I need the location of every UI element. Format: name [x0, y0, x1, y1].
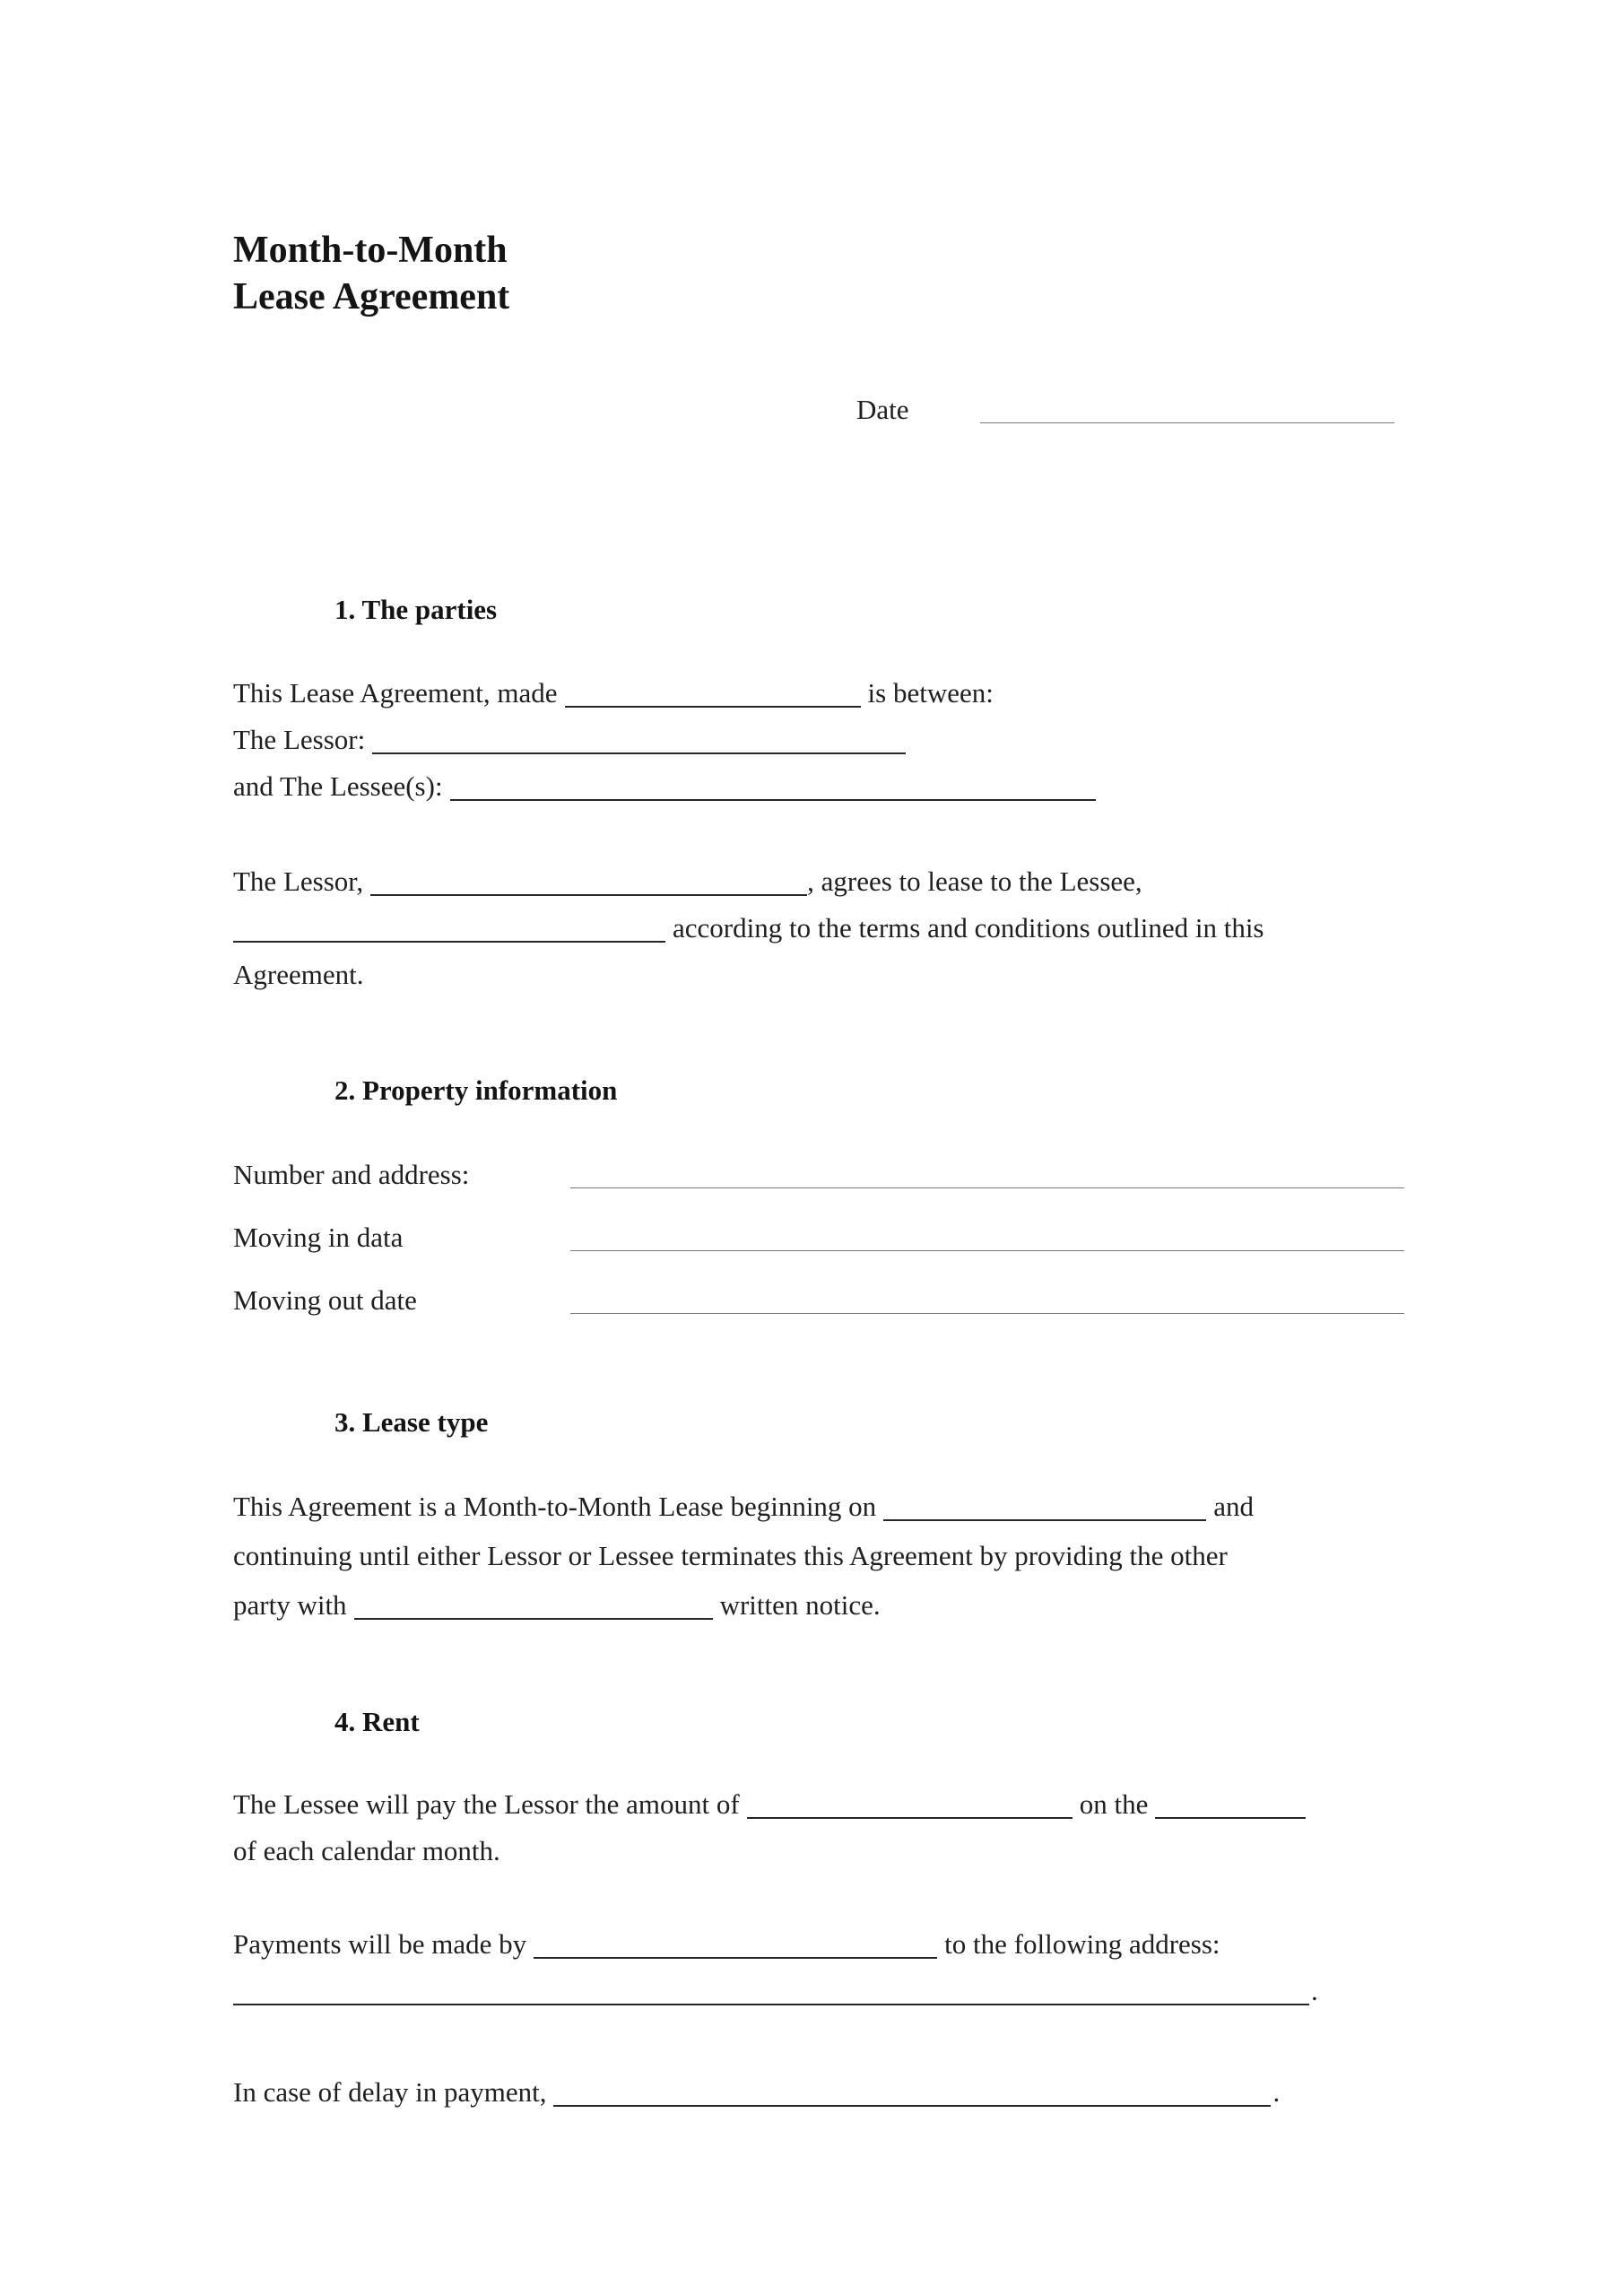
lease-text-3: according to the terms and conditions outlined in this [673, 912, 1264, 944]
moving-in-blank-field[interactable] [570, 1214, 1404, 1251]
lease-text-4: Agreement. [233, 959, 364, 990]
lease-type-line-2 [233, 1531, 1404, 1580]
title-line-2: Lease Agreement [233, 276, 510, 317]
lease-text-2: , agrees to lease to the Lessee, [807, 865, 1142, 897]
rent-amount-blank-field[interactable] [747, 1792, 1073, 1819]
property-address-blank-field[interactable] [570, 1152, 1404, 1188]
property-block [233, 1152, 1404, 1324]
rent-payment-paragraph [233, 1921, 1404, 2014]
notice-period-blank-field[interactable] [354, 1593, 713, 1620]
rent-text-7: In case of delay in payment, [233, 2076, 547, 2108]
property-row-moving-out [233, 1277, 1404, 1324]
date-blank-field[interactable] [980, 387, 1394, 423]
parties-block [233, 670, 1404, 810]
rent-payment-line-2 [233, 1968, 1404, 2014]
rent-text-2: on the [1079, 1788, 1149, 1820]
rent-day-blank-field[interactable] [1155, 1792, 1306, 1819]
lessee-name-blank-field[interactable] [450, 774, 1096, 801]
rent-delay-line [233, 2069, 1404, 2116]
rent-payment-line-1 [233, 1921, 1404, 1968]
made-line [233, 670, 1404, 717]
property-address-label: Number and address: [233, 1159, 470, 1190]
lease-type-text-3: continuing until either Lessor or Lessee terminates this Agreement by providing the other [233, 1540, 1228, 1571]
delay-terms-blank-field[interactable] [553, 2080, 1271, 2107]
moving-out-label: Moving out date [233, 1284, 417, 1316]
lessor-name-blank-field[interactable] [372, 727, 906, 754]
property-row-moving-in [233, 1214, 1404, 1261]
lease-type-text-2: and [1213, 1491, 1254, 1522]
lease-type-paragraph [233, 1482, 1404, 1630]
lessor-line [233, 717, 1404, 763]
payment-method-blank-field[interactable] [534, 1932, 937, 1959]
rent-text-5: to the following address: [944, 1928, 1220, 1960]
section-heading-property: 2. Property information [334, 1074, 618, 1106]
rent-text-1: The Lessee will pay the Lessor the amount of [233, 1788, 740, 1820]
rent-text-4: Payments will be made by [233, 1928, 527, 1960]
lease-type-line-1 [233, 1482, 1404, 1531]
payment-address-blank-field[interactable] [233, 1979, 1309, 2005]
made-date-blank-field[interactable] [565, 681, 861, 708]
lease-paragraph-line-1 [233, 858, 1404, 905]
section-heading-lease-type: 3. Lease type [334, 1406, 489, 1438]
property-row-address [233, 1152, 1404, 1198]
date-label: Date [856, 394, 909, 425]
lease-text-1: The Lessor, [233, 865, 364, 897]
section-heading-rent: 4. Rent [334, 1706, 420, 1737]
moving-out-blank-field[interactable] [570, 1277, 1404, 1314]
section-heading-parties: 1. The parties [334, 594, 498, 625]
lessee-label: and The Lessee(s): [233, 770, 443, 802]
lessee-line [233, 763, 1404, 810]
lease-type-text-5: written notice. [719, 1589, 881, 1621]
beginning-date-blank-field[interactable] [883, 1494, 1206, 1521]
lease-type-text-1: This Agreement is a Month-to-Month Lease beginning on [233, 1491, 877, 1522]
lease-paragraph-line-2 [233, 905, 1404, 952]
lease-paragraph-line-3 [233, 952, 1404, 998]
lease-paragraph [233, 858, 1404, 998]
rent-amount-line-1 [233, 1781, 1404, 1828]
lessor-label: The Lessor: [233, 724, 366, 755]
rent-text-6: . [1311, 1975, 1318, 2006]
title-line-1: Month-to-Month [233, 230, 508, 271]
made-text-before: This Lease Agreement, made [233, 677, 558, 709]
rent-amount-paragraph [233, 1781, 1404, 1874]
rent-amount-line-2 [233, 1828, 1404, 1874]
document-title [233, 227, 1404, 320]
lessor-name-2-blank-field[interactable] [370, 869, 807, 896]
rent-text-3: of each calendar month. [233, 1835, 500, 1866]
lease-type-text-4: party with [233, 1589, 347, 1621]
rent-delay-paragraph [233, 2069, 1404, 2116]
made-text-after: is between: [867, 677, 994, 709]
lease-type-line-3 [233, 1580, 1404, 1630]
date-row [856, 387, 1404, 433]
moving-in-label: Moving in data [233, 1222, 404, 1253]
rent-text-8: . [1272, 2076, 1281, 2108]
lessee-name-2-blank-field[interactable] [233, 916, 665, 943]
